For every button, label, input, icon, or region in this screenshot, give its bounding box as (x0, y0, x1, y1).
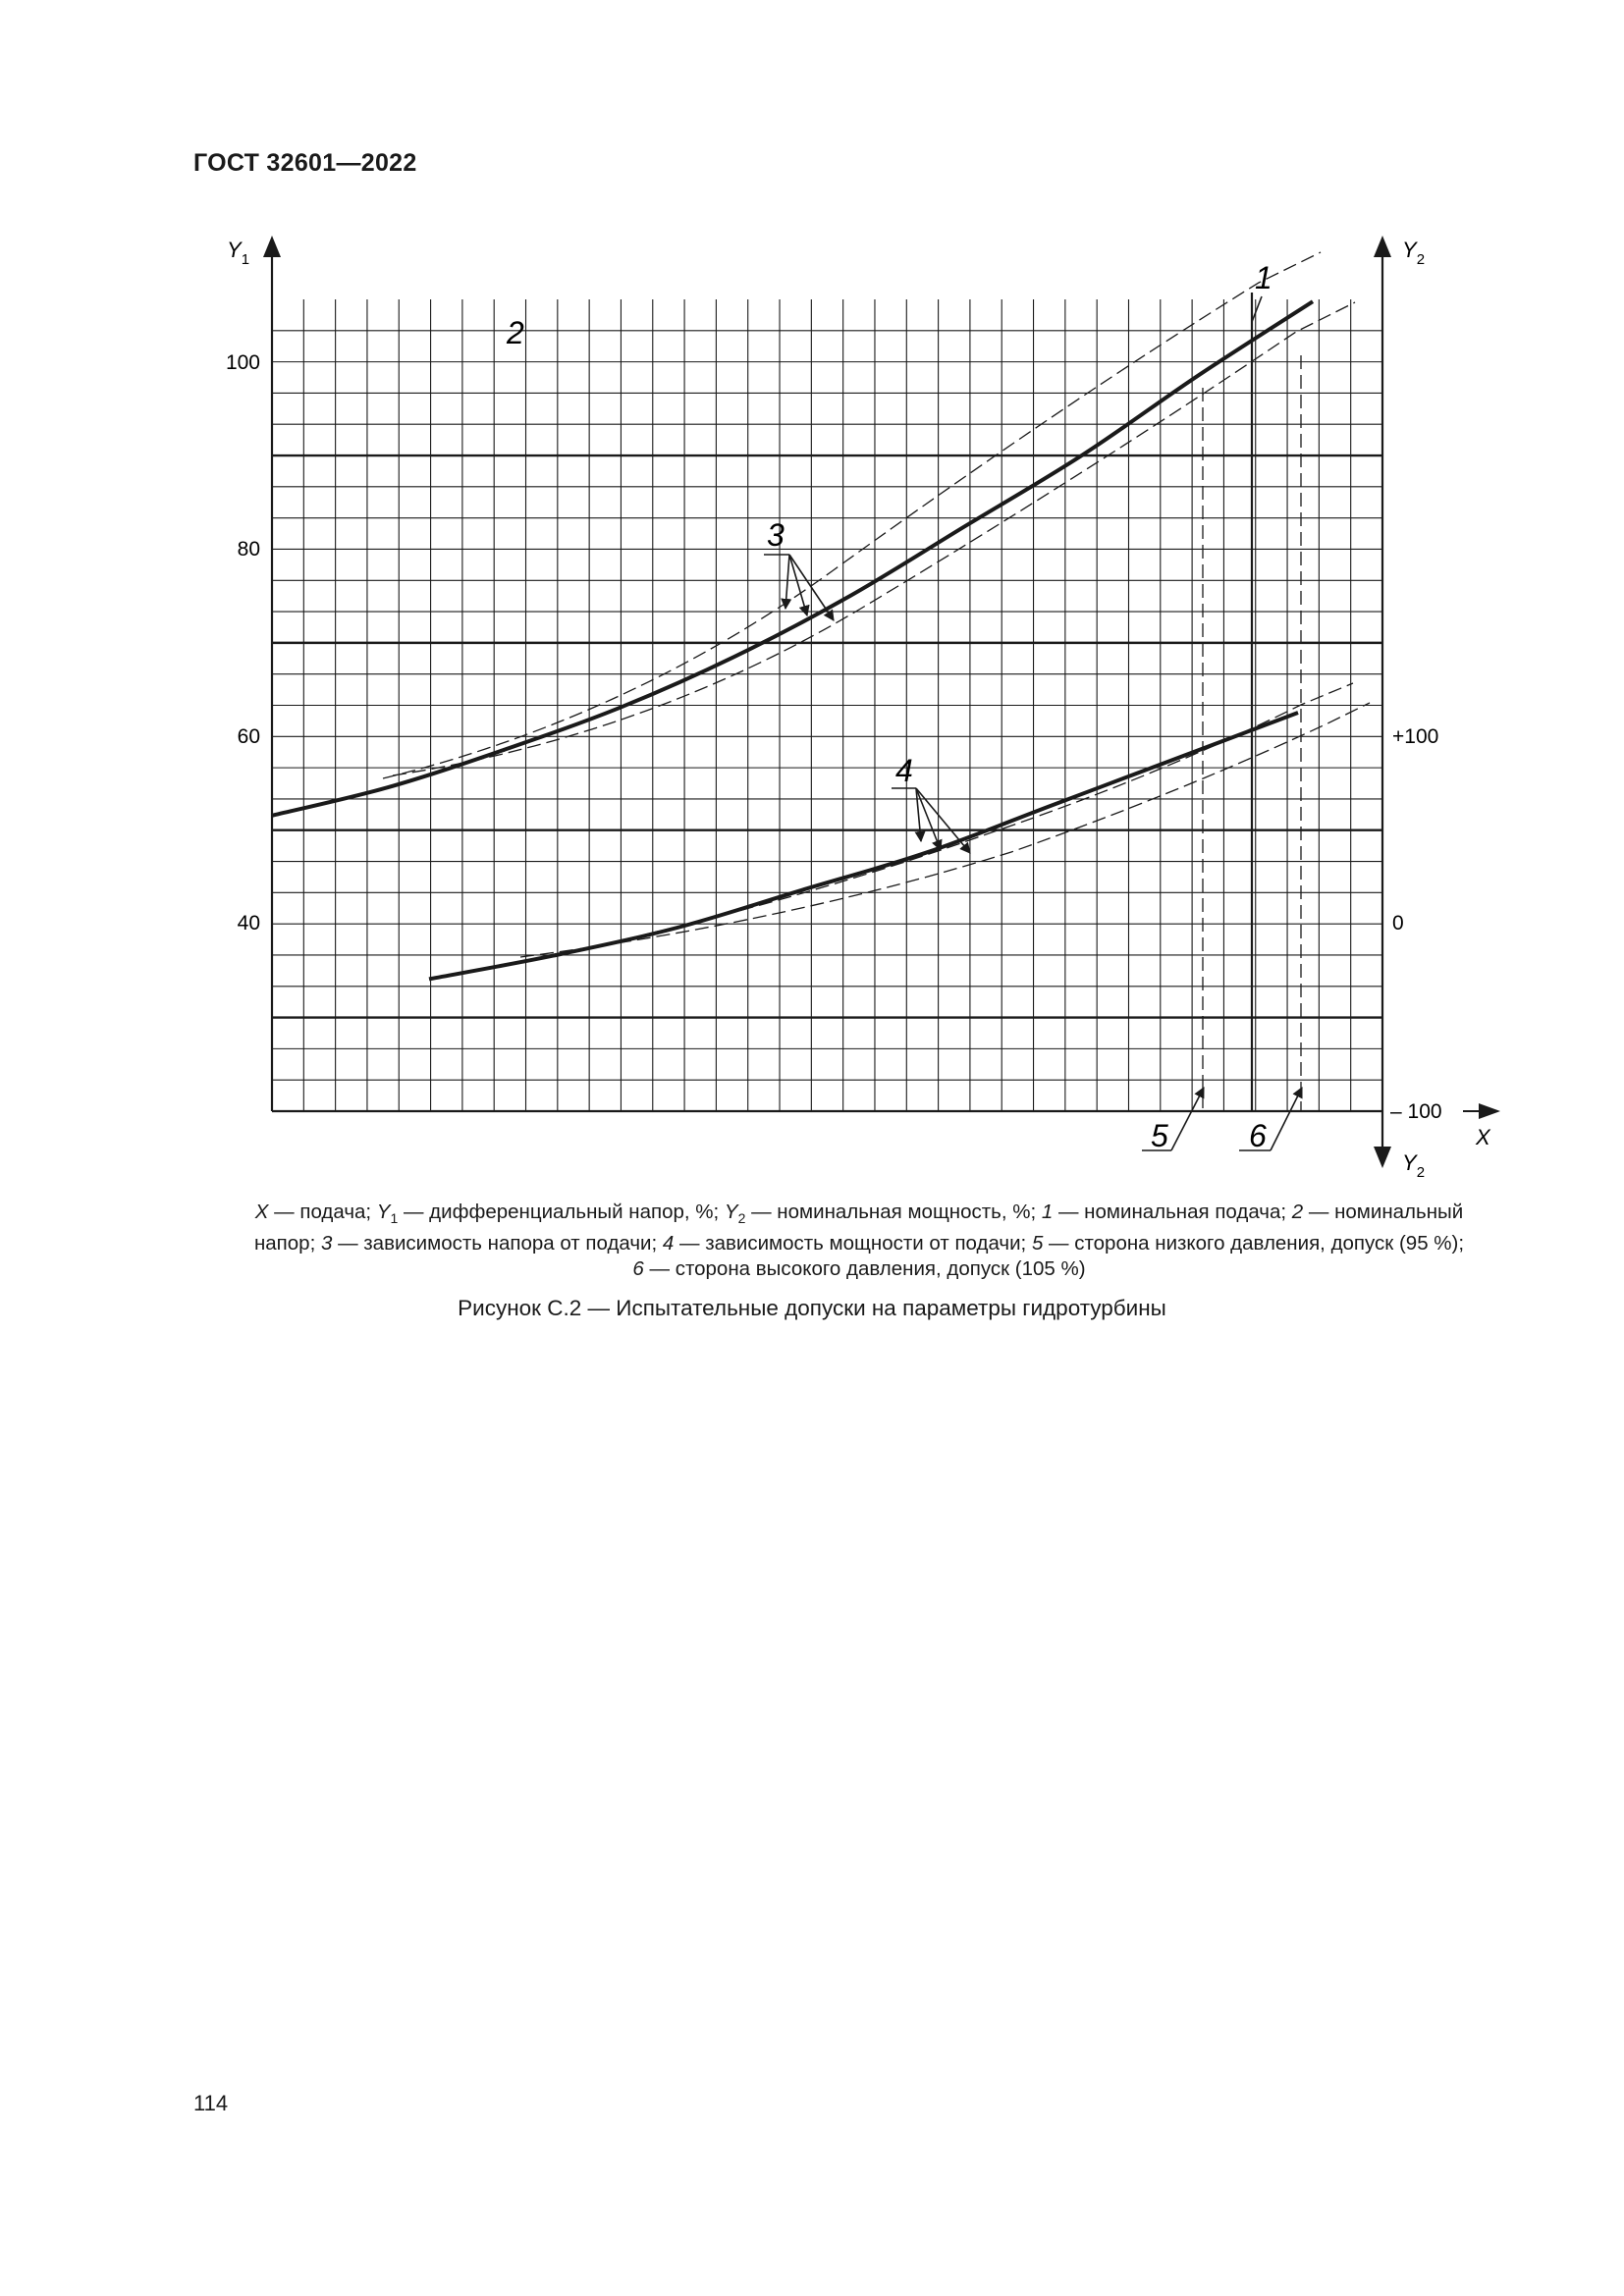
y1-axis-label: $Y_1$ (227, 238, 250, 268)
legend-segment: — зависимость мощности от подачи; (674, 1232, 1032, 1255)
legend-segment: 4 (662, 1232, 675, 1255)
y2-tick-label: 0 (1392, 912, 1404, 934)
legend-segment: 2 (737, 1210, 746, 1227)
legend-segment: Y (724, 1201, 738, 1223)
tolerance-lines (383, 252, 1370, 1111)
power-curve (429, 713, 1298, 979)
callout-1: 1 (1255, 260, 1272, 295)
x-axis-arrow (1479, 1103, 1500, 1119)
legend-segment: — номинальный (1303, 1201, 1464, 1223)
legend-segment: — номинальная подача; (1053, 1201, 1292, 1223)
y1-tick-label: 60 (237, 725, 260, 748)
callout-5: 5 (1151, 1118, 1168, 1153)
document-code: ГОСТ 32601—2022 (193, 149, 417, 177)
y2-axis-bottom-arrow (1374, 1147, 1391, 1168)
legend-segment: 1 (1041, 1201, 1054, 1223)
legend-segment: — сторона низкого давления, допуск (95 %); (1043, 1232, 1465, 1255)
y1-tick-label: 100 (225, 351, 260, 374)
head-lower-tolerance (393, 302, 1355, 775)
page-number: 114 (193, 2091, 229, 2115)
legend-segment: напор; (253, 1232, 321, 1255)
x-axis-label: X (1476, 1125, 1490, 1149)
legend-segment: 5 (1031, 1232, 1044, 1255)
legend-segment: 1 (390, 1210, 399, 1227)
legend-segment: — зависимость напора от подачи; (332, 1232, 663, 1255)
legend-line (187, 1231, 1532, 1256)
legend-segment: — подача; (268, 1201, 377, 1223)
y1-tick-label: 80 (237, 538, 260, 561)
y2-axis-top-arrow (1374, 236, 1391, 257)
y1-tick-label: 40 (237, 912, 260, 934)
grid-fine-lines (272, 299, 1382, 1111)
callout-1-leader (1252, 296, 1262, 322)
y2-tick-label: +100 (1392, 725, 1439, 748)
callout-3: 3 (767, 517, 785, 553)
callout-6: 6 (1249, 1118, 1267, 1153)
legend-line (187, 1256, 1532, 1282)
legend-line (187, 1200, 1532, 1231)
legend-segment: 6 (632, 1257, 644, 1281)
figure-legend (187, 1200, 1532, 1282)
legend-segment: — номинальная мощность, %; (745, 1201, 1042, 1223)
legend-segment: X (254, 1201, 269, 1223)
callout-2: 2 (507, 315, 524, 350)
legend-segment: 2 (1291, 1201, 1304, 1223)
legend-segment: Y (376, 1201, 391, 1223)
legend-segment: — сторона высокого давления, допуск (105 %) (643, 1257, 1086, 1281)
callout-4: 4 (895, 753, 913, 788)
y2-tick-label-minus100: – 100 (1390, 1100, 1442, 1123)
callout-4-leaders (892, 788, 970, 853)
figure-caption: Рисунок С.2 — Испытательные допуски на параметры гидротурбины (458, 1296, 1166, 1320)
power-upper-tolerance (511, 683, 1353, 964)
y1-axis-arrow (263, 236, 281, 257)
y2-axis-label-top: $Y_2$ (1402, 238, 1426, 268)
legend-segment: — дифференциальный напор, %; (398, 1201, 725, 1223)
y2-axis-label-bottom: $Y_2$ (1402, 1150, 1426, 1181)
legend-segment: 3 (320, 1232, 333, 1255)
